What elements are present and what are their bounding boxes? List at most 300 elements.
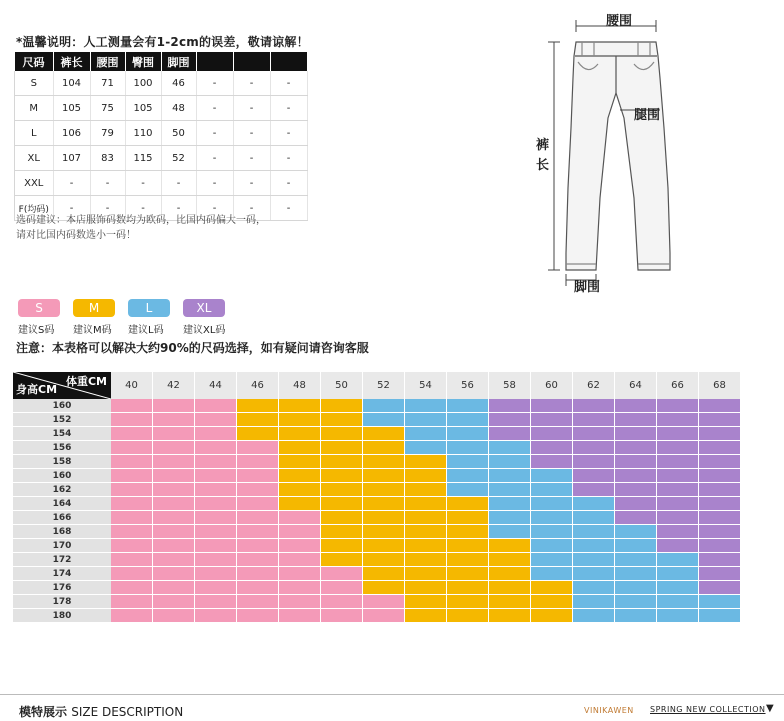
- heatmap-cell-m: [321, 497, 363, 511]
- height-tick-label: 158: [13, 455, 111, 469]
- heatmap-cell-l: [405, 441, 447, 455]
- heatmap-cell-s: [237, 581, 279, 595]
- weight-tick-label: 54: [405, 372, 447, 399]
- heatmap-cell-m: [405, 469, 447, 483]
- heatmap-cell-m: [279, 483, 321, 497]
- heatmap-cell-l: [531, 567, 573, 581]
- suggestion-line-2: 请对比国内码数选小一码！: [16, 230, 136, 241]
- size-value-cell: -: [53, 196, 90, 221]
- size-legend-item: [73, 299, 128, 336]
- size-table-header-cell: [196, 52, 233, 71]
- heatmap-cell-s: [195, 553, 237, 567]
- size-table-row: [15, 146, 308, 171]
- heatmap-cell-s: [153, 427, 195, 441]
- size-table-header: [15, 52, 308, 71]
- heatmap-cell-xl: [699, 581, 741, 595]
- heatmap-cell-s: [237, 609, 279, 623]
- heatmap-cell-l: [489, 511, 531, 525]
- heatmap-cell-s: [111, 553, 153, 567]
- heatmap-cell-l: [573, 581, 615, 595]
- heatmap-cell-m: [447, 609, 489, 623]
- heatmap-cell-m: [405, 609, 447, 623]
- height-tick-label: 178: [13, 595, 111, 609]
- heatmap-cell-xl: [573, 441, 615, 455]
- size-name-cell: L: [15, 121, 54, 146]
- weight-tick-label: 42: [153, 372, 195, 399]
- size-name-cell: XL: [15, 146, 54, 171]
- heatmap-cell-m: [321, 553, 363, 567]
- weight-tick-label: 60: [531, 372, 573, 399]
- heatmap-cell-l: [573, 595, 615, 609]
- size-legend-item: [18, 299, 73, 336]
- heatmap-cell-xl: [615, 511, 657, 525]
- heatmap-cell-m: [363, 469, 405, 483]
- heatmap-cell-xl: [615, 441, 657, 455]
- heatmap-cell-m: [489, 609, 531, 623]
- heatmap-cell-l: [615, 609, 657, 623]
- size-badge: L: [128, 299, 170, 317]
- heatmap-cell-l: [489, 441, 531, 455]
- heatmap-cell-s: [195, 413, 237, 427]
- heatmap-cell-s: [195, 455, 237, 469]
- heatmap-cell-m: [531, 595, 573, 609]
- size-value-cell: -: [196, 196, 233, 221]
- heatmap-cell-m: [405, 455, 447, 469]
- heatmap-cell-xl: [573, 427, 615, 441]
- weight-tick-label: 44: [195, 372, 237, 399]
- heatmap-cell-s: [195, 441, 237, 455]
- size-table-row: [15, 96, 308, 121]
- heatmap-cell-xl: [615, 427, 657, 441]
- heatmap-cell-m: [321, 511, 363, 525]
- heatmap-cell-m: [447, 567, 489, 581]
- heatmap-cell-xl: [699, 441, 741, 455]
- heatmap-cell-s: [195, 525, 237, 539]
- height-tick-label: 172: [13, 553, 111, 567]
- heatmap-cell-xl: [657, 441, 699, 455]
- size-table-row: [15, 121, 308, 146]
- heatmap-cell-l: [363, 399, 405, 413]
- heatmap-cell-s: [111, 427, 153, 441]
- size-value-cell: 83: [90, 146, 125, 171]
- heatmap-cell-m: [447, 553, 489, 567]
- heatmap-cell-xl: [531, 413, 573, 427]
- size-value-cell: -: [196, 121, 233, 146]
- heatmap-cell-m: [489, 595, 531, 609]
- heatmap-cell-l: [657, 567, 699, 581]
- heatmap-cell-xl: [657, 483, 699, 497]
- weight-axis-label: 体重CM: [65, 375, 107, 388]
- heatmap-cell-s: [237, 469, 279, 483]
- heatmap-cell-s: [111, 567, 153, 581]
- heatmap-cell-s: [321, 567, 363, 581]
- heatmap-cell-s: [153, 539, 195, 553]
- heatmap-cell-xl: [573, 469, 615, 483]
- heatmap-cell-l: [573, 609, 615, 623]
- weight-tick-label: 58: [489, 372, 531, 399]
- heatmap-cell-xl: [489, 413, 531, 427]
- heatmap-cell-l: [699, 595, 741, 609]
- heatmap-cell-xl: [573, 455, 615, 469]
- height-tick-label: 160: [13, 469, 111, 483]
- heatmap-cell-m: [405, 539, 447, 553]
- size-table-header-cell: 裤长: [53, 52, 90, 71]
- heatmap-cell-s: [153, 413, 195, 427]
- heatmap-cell-l: [615, 567, 657, 581]
- height-tick-label: 156: [13, 441, 111, 455]
- heatmap-cell-l: [657, 609, 699, 623]
- heatmap-cell-s: [111, 469, 153, 483]
- length-label-2: 长: [536, 158, 550, 173]
- size-table-header-cell: 臀围: [125, 52, 161, 71]
- heatmap-cell-m: [321, 525, 363, 539]
- heatmap-cell-s: [111, 399, 153, 413]
- size-value-cell: 48: [161, 96, 196, 121]
- heatmap-cell-m: [279, 413, 321, 427]
- heatmap-cell-xl: [615, 413, 657, 427]
- heatmap-cell-l: [531, 483, 573, 497]
- size-value-cell: -: [161, 196, 196, 221]
- heatmap-cell-l: [573, 567, 615, 581]
- heatmap-cell-l: [573, 497, 615, 511]
- size-value-cell: -: [53, 171, 90, 196]
- heatmap-cell-xl: [489, 427, 531, 441]
- size-badge-caption: 建议XL码: [183, 325, 226, 336]
- heatmap-cell-l: [531, 539, 573, 553]
- size-value-cell: -: [233, 171, 270, 196]
- heatmap-cell-xl: [531, 399, 573, 413]
- heatmap-cell-s: [237, 525, 279, 539]
- heatmap-cell-xl: [657, 497, 699, 511]
- size-value-cell: -: [270, 121, 307, 146]
- heatmap-cell-s: [195, 567, 237, 581]
- heatmap-cell-m: [321, 469, 363, 483]
- heatmap-cell-m: [531, 609, 573, 623]
- heatmap-cell-xl: [699, 455, 741, 469]
- heatmap-cell-l: [447, 427, 489, 441]
- heatmap-cell-s: [363, 609, 405, 623]
- size-value-cell: -: [125, 171, 161, 196]
- heatmap-cell-l: [447, 455, 489, 469]
- heatmap-cell-xl: [699, 511, 741, 525]
- heatmap-cell-m: [321, 455, 363, 469]
- heatmap-cell-m: [279, 399, 321, 413]
- heatmap-cell-s: [321, 581, 363, 595]
- heatmap-cell-s: [153, 469, 195, 483]
- heatmap-cell-m: [405, 567, 447, 581]
- footer-title-cn: 模特展示: [19, 705, 68, 719]
- size-value-cell: -: [270, 171, 307, 196]
- heatmap-cell-m: [237, 413, 279, 427]
- heatmap-cell-m: [363, 427, 405, 441]
- heatmap-cell-l: [447, 441, 489, 455]
- heatmap-cell-l: [489, 525, 531, 539]
- heatmap-cell-l: [615, 525, 657, 539]
- heatmap-cell-s: [195, 595, 237, 609]
- heatmap-cell-l: [531, 553, 573, 567]
- size-value-cell: 100: [125, 71, 161, 96]
- weight-tick-label: 52: [363, 372, 405, 399]
- footer-title-en: SIZE DESCRIPTION: [71, 705, 184, 719]
- size-value-cell: -: [233, 96, 270, 121]
- heatmap-cell-xl: [699, 497, 741, 511]
- heatmap-cell-s: [195, 581, 237, 595]
- heatmap-cell-xl: [615, 469, 657, 483]
- heatmap-cell-l: [489, 497, 531, 511]
- heatmap-cell-l: [363, 413, 405, 427]
- suggestion-line-1: 选码建议：本店服饰码数均为欧码，比国内码偏大一码，: [16, 215, 266, 226]
- heatmap-cell-m: [237, 427, 279, 441]
- heatmap-cell-m: [447, 539, 489, 553]
- size-value-cell: -: [90, 171, 125, 196]
- heatmap-cell-xl: [615, 497, 657, 511]
- heatmap-cell-m: [447, 595, 489, 609]
- heatmap-cell-s: [111, 609, 153, 623]
- heatmap-cell-m: [321, 539, 363, 553]
- height-tick-label: 164: [13, 497, 111, 511]
- heatmap-cell-l: [615, 595, 657, 609]
- length-label-1: 裤: [536, 138, 550, 153]
- size-value-cell: -: [233, 121, 270, 146]
- heatmap-cell-m: [405, 581, 447, 595]
- heatmap-cell-m: [405, 497, 447, 511]
- heatmap-cell-s: [195, 399, 237, 413]
- heatmap-cell-m: [531, 581, 573, 595]
- heatmap-cell-m: [363, 441, 405, 455]
- size-badge: M: [73, 299, 115, 317]
- heatmap-cell-m: [405, 511, 447, 525]
- heatmap-cell-l: [447, 483, 489, 497]
- heatmap-cell-xl: [615, 483, 657, 497]
- heatmap-cell-s: [111, 455, 153, 469]
- heatmap-cell-l: [573, 553, 615, 567]
- heatmap-cell-m: [363, 553, 405, 567]
- size-value-cell: 52: [161, 146, 196, 171]
- heatmap-cell-xl: [531, 441, 573, 455]
- heatmap-cell-m: [279, 441, 321, 455]
- heatmap-cell-s: [111, 525, 153, 539]
- heatmap-cell-m: [489, 539, 531, 553]
- heatmap-cell-s: [363, 595, 405, 609]
- size-value-cell: 79: [90, 121, 125, 146]
- heatmap-cell-s: [279, 581, 321, 595]
- size-badge: XL: [183, 299, 225, 317]
- heatmap-cell-s: [153, 595, 195, 609]
- heatmap-cell-s: [153, 497, 195, 511]
- leg-label: 腿围: [634, 108, 661, 123]
- heatmap-cell-s: [111, 539, 153, 553]
- heatmap-cell-m: [405, 553, 447, 567]
- heatmap-cell-s: [279, 595, 321, 609]
- footer-title: [19, 703, 183, 720]
- heatmap-cell-xl: [657, 469, 699, 483]
- heatmap-cell-xl: [531, 427, 573, 441]
- heatmap-cell-l: [405, 399, 447, 413]
- heatmap-cell-l: [699, 609, 741, 623]
- heatmap-cell-l: [573, 511, 615, 525]
- heatmap-cell-s: [237, 441, 279, 455]
- size-value-cell: 46: [161, 71, 196, 96]
- height-axis-label: 身高CM: [16, 383, 58, 396]
- weight-tick-label: 62: [573, 372, 615, 399]
- heatmap-cell-s: [153, 553, 195, 567]
- size-value-cell: 115: [125, 146, 161, 171]
- heatmap-cell-xl: [615, 455, 657, 469]
- size-value-cell: -: [196, 71, 233, 96]
- size-table-row: [15, 71, 308, 96]
- heatmap-cell-xl: [657, 427, 699, 441]
- heatmap-cell-xl: [573, 399, 615, 413]
- heatmap-cell-s: [111, 413, 153, 427]
- size-value-cell: 71: [90, 71, 125, 96]
- heatmap-cell-l: [531, 511, 573, 525]
- size-value-cell: 50: [161, 121, 196, 146]
- measurement-notice: *温馨说明：人工测量会有1-2cm的误差，敬请谅解！: [16, 35, 309, 49]
- heatmap-cell-xl: [573, 413, 615, 427]
- heatmap-cell-s: [111, 511, 153, 525]
- footer-divider: [0, 694, 784, 695]
- heatmap-cell-s: [237, 497, 279, 511]
- heatmap-cell-m: [363, 539, 405, 553]
- height-tick-label: 162: [13, 483, 111, 497]
- size-badge: S: [18, 299, 60, 317]
- heatmap-cell-s: [321, 595, 363, 609]
- size-value-cell: 107: [53, 146, 90, 171]
- heatmap-cell-m: [279, 497, 321, 511]
- heatmap-cell-xl: [699, 553, 741, 567]
- heatmap-cell-m: [321, 413, 363, 427]
- heatmap-cell-l: [531, 525, 573, 539]
- heatmap-cell-xl: [573, 483, 615, 497]
- heatmap-cell-s: [111, 581, 153, 595]
- heatmap-cell-s: [153, 441, 195, 455]
- heatmap-cell-s: [195, 483, 237, 497]
- size-value-cell: -: [270, 196, 307, 221]
- size-value-cell: -: [233, 71, 270, 96]
- heatmap-cell-s: [195, 469, 237, 483]
- heatmap-cell-l: [615, 581, 657, 595]
- height-tick-label: 170: [13, 539, 111, 553]
- weight-tick-label: 48: [279, 372, 321, 399]
- heatmap-cell-s: [279, 553, 321, 567]
- heatmap-cell-m: [321, 399, 363, 413]
- foot-label: 脚围: [574, 280, 601, 295]
- heatmap-cell-m: [237, 399, 279, 413]
- heatmap-cell-s: [279, 567, 321, 581]
- size-value-cell: 106: [53, 121, 90, 146]
- heatmap-cell-s: [195, 511, 237, 525]
- height-tick-label: 168: [13, 525, 111, 539]
- heatmap-cell-m: [405, 525, 447, 539]
- size-table-header-cell: 腰围: [90, 52, 125, 71]
- heatmap-cell-s: [279, 511, 321, 525]
- size-badge-caption: 建议L码: [128, 325, 164, 336]
- heatmap-cell-m: [363, 567, 405, 581]
- heatmap-cell-s: [321, 609, 363, 623]
- heatmap-cell-m: [405, 595, 447, 609]
- heatmap-cell-l: [531, 497, 573, 511]
- height-tick-label: 154: [13, 427, 111, 441]
- heatmap-cell-s: [237, 539, 279, 553]
- height-tick-label: 152: [13, 413, 111, 427]
- heatmap-cell-l: [657, 553, 699, 567]
- heatmap-cell-m: [321, 427, 363, 441]
- size-value-cell: -: [270, 71, 307, 96]
- heatmap-cell-m: [405, 483, 447, 497]
- size-value-cell: -: [161, 171, 196, 196]
- heatmap-cell-l: [573, 525, 615, 539]
- heatmap-cell-l: [615, 539, 657, 553]
- heatmap-cell-m: [447, 525, 489, 539]
- heatmap-cell-s: [195, 427, 237, 441]
- size-legend-item: [128, 299, 183, 336]
- height-tick-label: 180: [13, 609, 111, 623]
- height-tick-label: 174: [13, 567, 111, 581]
- heatmap-cell-m: [363, 581, 405, 595]
- heatmap-cell-m: [489, 567, 531, 581]
- heatmap-cell-l: [573, 539, 615, 553]
- heatmap-cell-l: [447, 399, 489, 413]
- heatmap-cell-xl: [699, 483, 741, 497]
- weight-tick-label: 50: [321, 372, 363, 399]
- size-value-cell: 110: [125, 121, 161, 146]
- size-value-cell: -: [270, 96, 307, 121]
- size-chart-note: 注意：本表格可以解决大约90%的尺码选择，如有疑问请咨询客服: [16, 341, 369, 355]
- heatmap-cell-m: [489, 553, 531, 567]
- size-table-header-cell: 脚围: [161, 52, 196, 71]
- weight-tick-label: 46: [237, 372, 279, 399]
- heatmap-cell-s: [237, 553, 279, 567]
- heatmap-cell-s: [195, 497, 237, 511]
- heatmap-cell-l: [657, 595, 699, 609]
- heatmap-cell-m: [321, 441, 363, 455]
- weight-tick-label: 40: [111, 372, 153, 399]
- heatmap-cell-xl: [657, 455, 699, 469]
- size-suggestion: [16, 213, 266, 243]
- heatmap-cell-m: [279, 469, 321, 483]
- heatmap-cell-l: [447, 413, 489, 427]
- size-badge-caption: 建议S码: [18, 325, 55, 336]
- size-legend-item: [183, 299, 238, 336]
- heatmap-cell-s: [153, 511, 195, 525]
- size-value-cell: -: [233, 196, 270, 221]
- heatmap-cell-xl: [699, 469, 741, 483]
- height-tick-label: 176: [13, 581, 111, 595]
- heatmap-cell-l: [405, 427, 447, 441]
- heatmap-cell-s: [279, 539, 321, 553]
- size-value-cell: 104: [53, 71, 90, 96]
- heatmap-cell-s: [153, 609, 195, 623]
- heatmap-cell-s: [153, 525, 195, 539]
- size-legend: [18, 299, 238, 336]
- down-arrow-icon: ▼: [766, 703, 774, 714]
- heatmap-cell-m: [447, 511, 489, 525]
- heatmap-cell-xl: [657, 525, 699, 539]
- heatmap-cell-l: [447, 469, 489, 483]
- heatmap-cell-m: [279, 455, 321, 469]
- brand-name: VINIKAWEN: [584, 706, 634, 715]
- heatmap-cell-s: [195, 539, 237, 553]
- pants-measurement-diagram: [536, 8, 716, 298]
- size-table: [14, 52, 308, 221]
- weight-tick-label: 68: [699, 372, 741, 399]
- heatmap-cell-l: [405, 413, 447, 427]
- heatmap-cell-m: [321, 483, 363, 497]
- heatmap-cell-l: [489, 483, 531, 497]
- heatmap-cell-xl: [699, 539, 741, 553]
- heatmap-cell-s: [279, 525, 321, 539]
- size-value-cell: 105: [53, 96, 90, 121]
